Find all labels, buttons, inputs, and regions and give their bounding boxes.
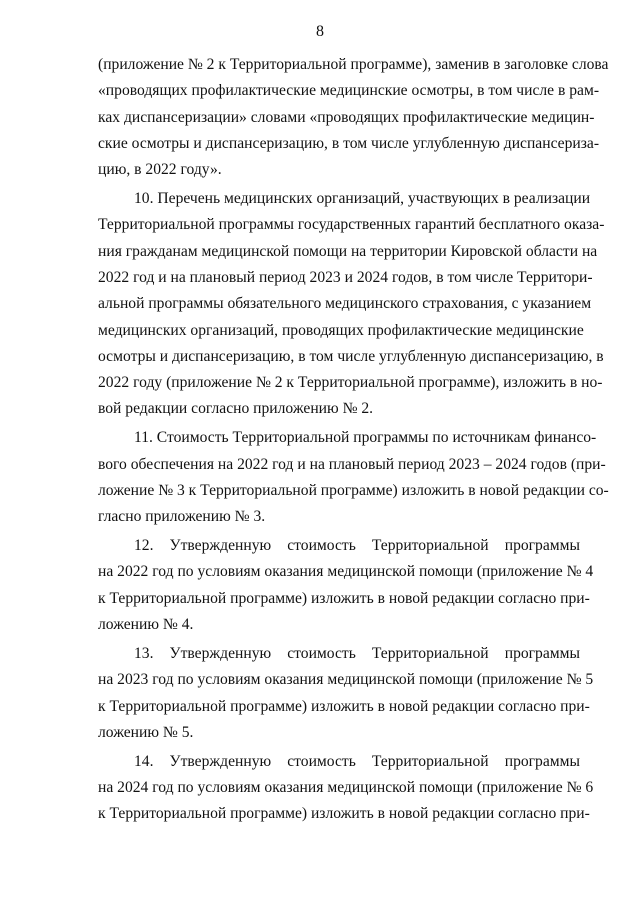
- text-line: вой редакции согласно приложению № 2.: [98, 400, 374, 418]
- text-line: к Территориальной программе) изложить в новой редакции согласно при-: [98, 805, 590, 823]
- text-line: альной программы обязательного медицинского страхования, с указанием: [98, 295, 592, 313]
- text-line: 10. Перечень медицинских организаций, участвующих в реализации: [134, 190, 591, 208]
- text-line: ложение № 3 к Территориальной программе) изложить в новой редакции со-: [98, 481, 609, 499]
- text-line: «проводящих профилактические медицинские осмотры, в том числе в рам-: [98, 82, 600, 100]
- text-line: 12. Утвержденную стоимость Территориальной программы: [134, 537, 580, 555]
- text-line: к Территориальной программе) изложить в новой редакции согласно при-: [98, 589, 590, 607]
- text-line: медицинских организаций, проводящих профилактические медицинские: [98, 321, 584, 339]
- text-line: к Территориальной программе) изложить в новой редакции согласно при-: [98, 697, 590, 715]
- text-line: (приложение № 2 к Территориальной программе), заменив в заголовке слова: [98, 56, 609, 73]
- text-line: осмотры и диспансеризацию, в том числе углубленную диспансеризацию, в: [98, 347, 604, 365]
- document-body: [98, 52, 609, 830]
- text-line: на 2022 год по условиям оказания медицинской помощи (приложение № 4: [98, 563, 594, 581]
- paragraph: [98, 641, 594, 746]
- text-line: 13. Утвержденную стоимость Территориальной программы: [134, 644, 580, 662]
- text-line: цию, в 2022 году».: [98, 161, 222, 179]
- text-line: гласно приложению № 3.: [98, 508, 266, 526]
- text-line: на 2024 год по условиям оказания медицинской помощи (приложение № 6: [98, 778, 594, 796]
- paragraph: [98, 52, 609, 183]
- paragraph: [98, 749, 594, 828]
- text-line: 14. Утвержденную стоимость Территориальной программы: [134, 752, 580, 770]
- paragraph: [98, 425, 609, 530]
- text-line: ния гражданам медицинской помощи на территории Кировской области на: [98, 242, 598, 260]
- text-line: ложению № 5.: [98, 723, 194, 741]
- paragraph: [98, 533, 594, 638]
- text-line: вого обеспечения на 2022 год и на плановый период 2023 – 2024 годов (при-: [98, 455, 606, 473]
- text-line: ские осмотры и диспансеризацию, в том числе углубленную диспансериза-: [98, 134, 600, 152]
- text-line: Территориальной программы государственных гарантий бесплатного оказа-: [98, 216, 605, 234]
- text-line: на 2023 год по условиям оказания медицинской помощи (приложение № 5: [98, 671, 594, 689]
- text-line: 2022 году (приложение № 2 к Территориальной программе), изложить в но-: [98, 374, 603, 392]
- paragraph: [98, 186, 605, 423]
- page-number: 8: [316, 23, 324, 40]
- text-line: 2022 год и на плановый период 2023 и 2024 годов, в том числе Территори-: [98, 268, 593, 286]
- text-line: ках диспансеризации» словами «проводящих профилактические медицин-: [98, 108, 595, 126]
- text-line: ложению № 4.: [98, 616, 194, 634]
- text-line: 11. Стоимость Территориальной программы по источникам финансо-: [134, 429, 597, 447]
